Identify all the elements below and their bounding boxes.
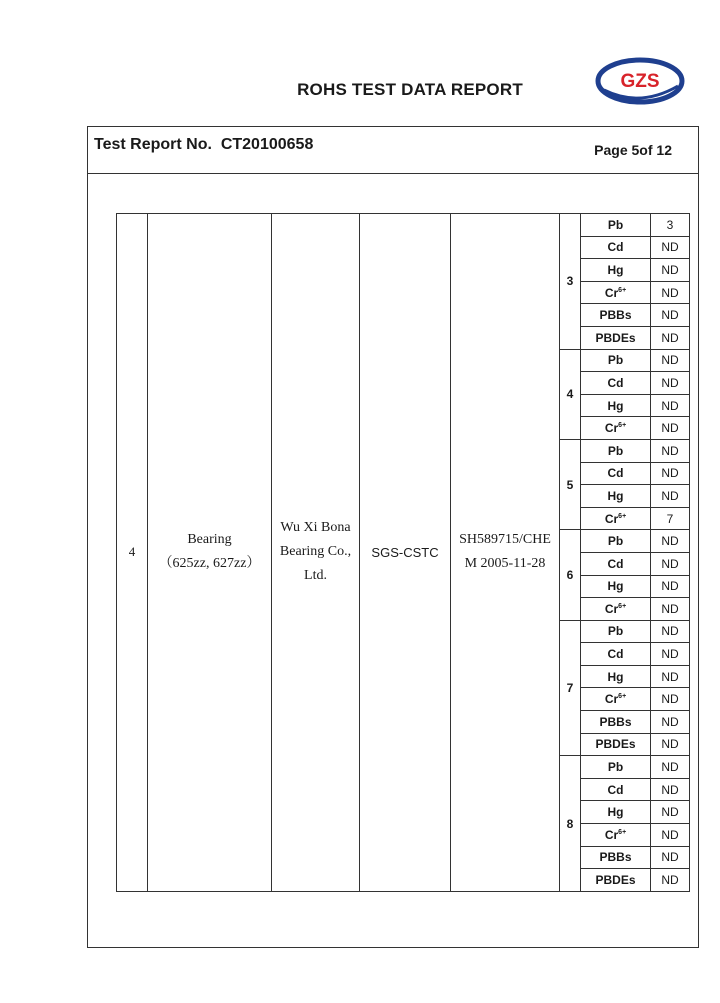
manufacturer-line2: Bearing Co.,	[279, 544, 352, 560]
result-value: ND	[651, 756, 690, 779]
lab-report-line2: M 2005-11-28	[464, 556, 546, 572]
element-superscript: 6+	[618, 693, 627, 701]
element-superscript: 6+	[618, 602, 627, 610]
element-name: Cd	[607, 466, 624, 481]
element-name: Cd	[607, 375, 624, 390]
part-name-line1: Bearing	[187, 532, 232, 548]
result-value: ND	[651, 824, 690, 847]
element-name: Pb	[607, 217, 624, 232]
lab-report-line1: SH589715/CHE	[459, 532, 551, 548]
element-cell	[581, 778, 651, 801]
element-name: PBDEs	[595, 330, 636, 345]
report-header-row	[88, 127, 698, 174]
element-cell	[581, 259, 651, 282]
result-value: ND	[651, 801, 690, 824]
element-superscript: 6+	[618, 286, 627, 294]
result-value: ND	[651, 326, 690, 349]
element-cell	[581, 417, 651, 440]
table-row	[117, 214, 690, 237]
element-cell	[581, 485, 651, 508]
element-name: Hg	[607, 488, 624, 503]
element-cell	[581, 214, 651, 237]
element-cell	[581, 846, 651, 869]
element-name: Pb	[607, 353, 624, 368]
result-value: ND	[651, 417, 690, 440]
element-name: Hg	[607, 669, 624, 684]
result-value: ND	[651, 643, 690, 666]
element-cell	[581, 394, 651, 417]
result-value: 3	[651, 214, 690, 237]
element-name: Cd	[607, 556, 624, 571]
result-value: ND	[651, 575, 690, 598]
element-cell	[581, 665, 651, 688]
element-cell	[581, 733, 651, 756]
element-cell	[581, 326, 651, 349]
element-name: PBDEs	[595, 737, 636, 752]
test-lab: SGS-CSTC	[371, 544, 439, 560]
group-id-cell: 3	[560, 214, 581, 350]
result-value: ND	[651, 733, 690, 756]
element-name: PBBs	[599, 850, 632, 865]
element-cell	[581, 824, 651, 847]
element-cell	[581, 304, 651, 327]
element-name: Hg	[607, 805, 624, 820]
element-name: PBBs	[599, 308, 632, 323]
gzs-logo	[594, 56, 686, 106]
sample-no-cell	[117, 214, 148, 892]
element-name: Cd	[607, 782, 624, 797]
element-cell	[581, 349, 651, 372]
result-value: 7	[651, 507, 690, 530]
result-value: ND	[651, 846, 690, 869]
element-cell	[581, 439, 651, 462]
result-value: ND	[651, 711, 690, 734]
element-superscript: 6+	[618, 828, 627, 836]
element-name: Pb	[607, 760, 624, 775]
element-cell	[581, 462, 651, 485]
result-value: ND	[651, 349, 690, 372]
document-title: ROHS TEST DATA REPORT	[297, 80, 523, 99]
element-superscript: 6+	[618, 422, 627, 430]
element-cell	[581, 643, 651, 666]
element-name: Cr	[604, 511, 619, 526]
report-number	[94, 136, 313, 154]
result-value: ND	[651, 665, 690, 688]
result-value: ND	[651, 485, 690, 508]
result-value: ND	[651, 236, 690, 259]
logo-text: GZS	[620, 71, 660, 92]
report-number-label: Test Report No.	[94, 136, 212, 153]
report-number-value: CT20100658	[220, 136, 314, 153]
element-name: Pb	[607, 443, 624, 458]
element-name: Cr	[604, 827, 619, 842]
test-lab-cell	[360, 214, 451, 892]
element-name: Cd	[607, 240, 624, 255]
element-cell	[581, 688, 651, 711]
result-value: ND	[651, 688, 690, 711]
element-name: Cr	[604, 421, 619, 436]
element-cell	[581, 711, 651, 734]
result-value: ND	[651, 281, 690, 304]
element-cell	[581, 236, 651, 259]
result-value: ND	[651, 259, 690, 282]
rohs-data-table	[116, 213, 690, 892]
page-number: Page 5of 12	[594, 142, 672, 158]
sample-no: 4	[128, 544, 136, 560]
element-superscript: 6+	[618, 512, 627, 520]
result-value: ND	[651, 372, 690, 395]
result-value: ND	[651, 778, 690, 801]
manufacturer-cell	[272, 214, 360, 892]
element-name: Pb	[607, 534, 624, 549]
element-name: Cr	[604, 692, 619, 707]
group-id-cell: 8	[560, 756, 581, 892]
element-cell	[581, 530, 651, 553]
result-value: ND	[651, 462, 690, 485]
result-value: ND	[651, 304, 690, 327]
result-value: ND	[651, 394, 690, 417]
element-name: Cr	[604, 601, 619, 616]
group-id-cell: 5	[560, 439, 581, 529]
element-name: Cd	[607, 647, 624, 662]
element-name: Pb	[607, 624, 624, 639]
lab-report-cell	[451, 214, 560, 892]
part-name-cell	[148, 214, 272, 892]
element-name: Hg	[607, 398, 624, 413]
group-id-cell: 6	[560, 530, 581, 620]
result-value: ND	[651, 439, 690, 462]
result-value: ND	[651, 598, 690, 621]
manufacturer-line1: Wu Xi Bona	[280, 520, 351, 536]
element-name: PBDEs	[595, 873, 636, 888]
element-cell	[581, 575, 651, 598]
element-cell	[581, 552, 651, 575]
result-value: ND	[651, 552, 690, 575]
result-value: ND	[651, 869, 690, 892]
manufacturer-line3: Ltd.	[304, 568, 327, 584]
element-cell	[581, 281, 651, 304]
group-id-cell: 7	[560, 620, 581, 756]
element-cell	[581, 620, 651, 643]
element-name: Hg	[607, 262, 624, 277]
element-name: PBBs	[599, 714, 632, 729]
element-cell	[581, 372, 651, 395]
element-cell	[581, 756, 651, 779]
element-name: Cr	[604, 285, 619, 300]
result-value: ND	[651, 620, 690, 643]
element-cell	[581, 801, 651, 824]
part-name-line2: （625zz, 627zz）	[158, 556, 261, 572]
element-cell	[581, 598, 651, 621]
element-name: Hg	[607, 579, 624, 594]
group-id-cell: 4	[560, 349, 581, 439]
result-value: ND	[651, 530, 690, 553]
element-cell	[581, 507, 651, 530]
element-cell	[581, 869, 651, 892]
